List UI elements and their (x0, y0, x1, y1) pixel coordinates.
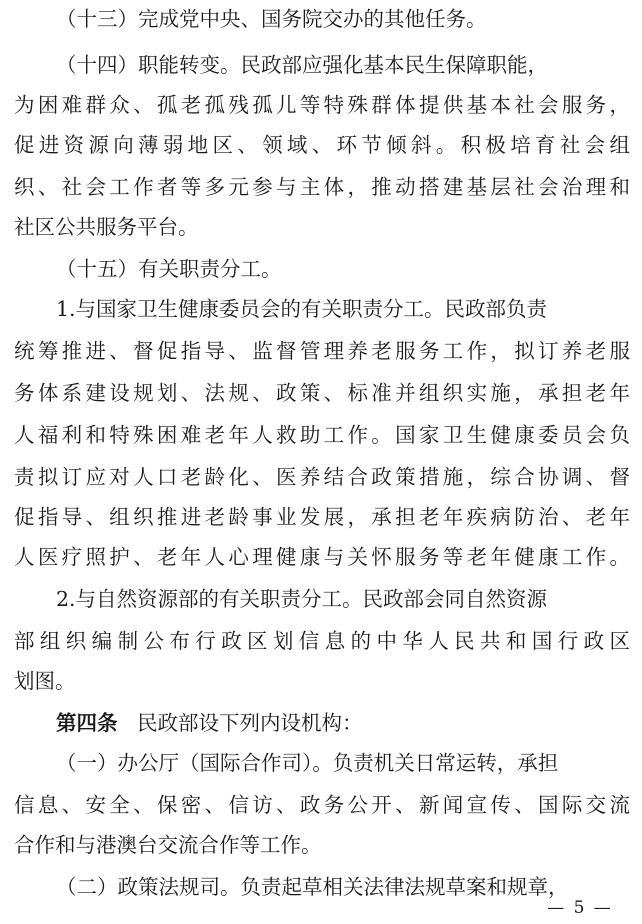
text-line: 务体系建设规划、法规、政策、标准并组织实施，承担老年 (14, 381, 630, 405)
text-line: 统筹推进、督促指导、监督管理养老服务工作，拟订养老服 (14, 339, 630, 363)
text-line: 人医疗照护、老年人心理健康与关怀服务等老年健康工作。 (14, 545, 630, 569)
article-text: 民政部设下列内设机构： (137, 711, 363, 735)
text-line: 部组织编制公布行政区划信息的中华人民共和国行政区 (14, 629, 630, 653)
page-number: — 5 — (547, 898, 613, 918)
text-line: 为困难群众、孤老孤残孤儿等特殊群体提供基本社会服务， (14, 93, 630, 117)
text-line: 促指导、组织推进老龄事业发展，承担老年疾病防治、老年 (14, 505, 630, 529)
text-line: （二）政策法规司。负责起草相关法律法规草案和规章， (56, 875, 569, 899)
text-line: 1.与国家卫生健康委员会的有关职责分工。民政部负责 (56, 297, 548, 321)
text-line: （十三）完成党中央、国务院交办的其他任务。 (56, 7, 487, 31)
text-line: 2.与自然资源部的有关职责分工。民政部会同自然资源 (56, 587, 548, 611)
text-line: 促进资源向薄弱地区、领域、环节倾斜。积极培育社会组 (14, 133, 630, 157)
text-line: （十五）有关职责分工。 (56, 257, 282, 281)
text-line: 责拟订应对人口老龄化、医养结合政策措施，综合协调、督 (14, 465, 630, 489)
text-line: 织、社会工作者等多元参与主体，推动搭建基层社会治理和 (14, 175, 630, 199)
text-line: 合作和与港澳台交流合作等工作。 (14, 833, 322, 857)
text-line: （十四）职能转变。民政部应强化基本民生保障职能， (56, 53, 548, 77)
text-line: 社区公共服务平台。 (14, 215, 199, 239)
text-line: 划图。 (14, 669, 76, 693)
text-line: 信息、安全、保密、信访、政务公开、新闻宣传、国际交流 (14, 793, 630, 817)
text-line: 人福利和特殊困难老年人救助工作。国家卫生健康委员会负 (14, 423, 630, 447)
article-line (56, 708, 642, 738)
text-line: （一）办公厅（国际合作司）。负责机关日常运转，承担 (56, 751, 559, 775)
article-heading: 第四条 (56, 711, 118, 735)
